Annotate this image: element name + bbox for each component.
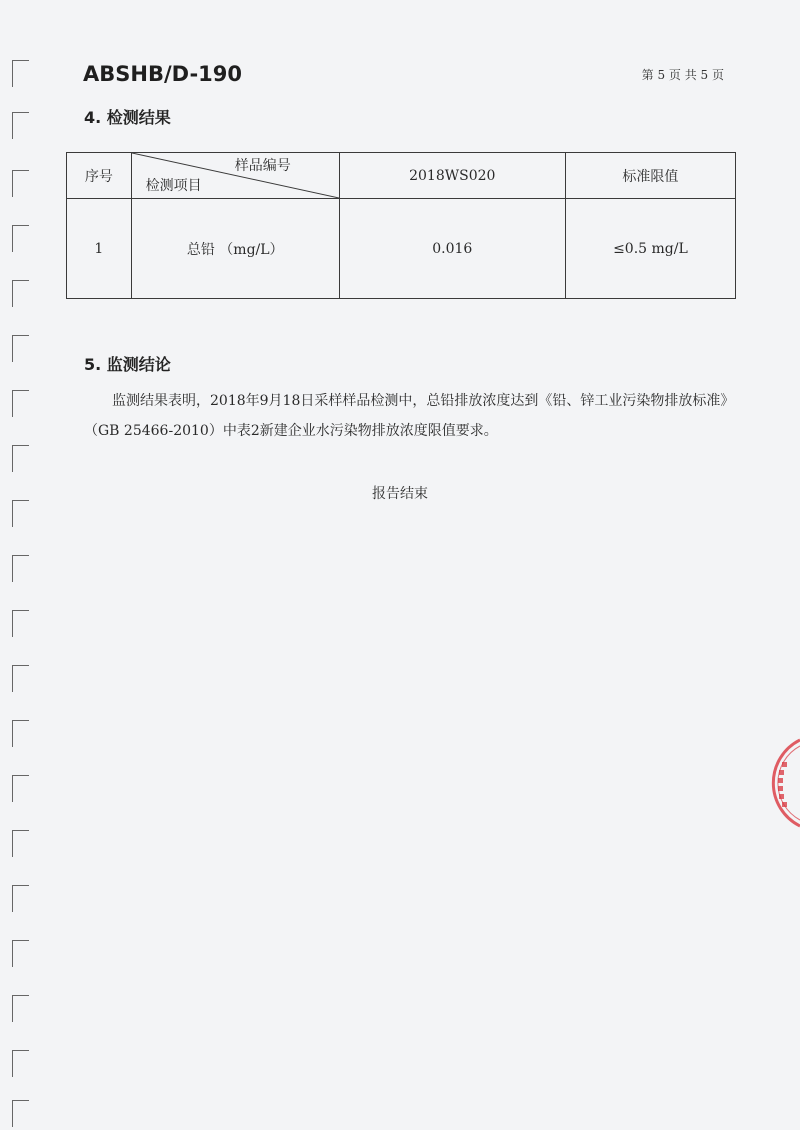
binding-mark [12,500,29,527]
binding-mark [12,830,29,857]
document-code: ABSHB/D-190 [83,62,243,86]
binding-mark [12,445,29,472]
section-4-title: 4. 检测结果 [84,108,171,127]
header-diagonal-cell [131,153,339,199]
binding-mark [12,335,29,362]
header-sample-id: 2018WS020 [339,153,565,199]
binding-mark [12,995,29,1022]
cell-result-value: 0.016 [339,199,565,299]
binding-mark [12,665,29,692]
page-number: 第 5 页 共 5 页 [641,68,724,82]
binding-mark [12,940,29,967]
official-seal-stamp [770,738,800,828]
binding-mark [12,225,29,252]
section-5-title: 5. 监测结论 [84,355,171,374]
binding-mark [12,1050,29,1077]
binding-mark [12,610,29,637]
header-test-item: 检测项目 [145,178,202,194]
report-end-note: 报告结束 [372,486,428,502]
binding-mark [12,1100,29,1127]
binding-margin [12,0,34,1130]
cell-sequence-no: 1 [67,199,132,299]
binding-mark [12,112,29,139]
table-row [67,199,736,299]
conclusion-paragraph: 监测结果表明，2018年9月18日采样样品检测中，总铅排放浓度达到《铅、锌工业污染物排放标准》（GB 25466-2010）中表2新建企业水污染物排放浓度限值要求。 [84,393,735,439]
binding-mark [12,280,29,307]
header-sequence-no: 序号 [67,153,132,199]
binding-mark [12,170,29,197]
header-standard-limit: 标准限值 [565,153,735,199]
results-table [66,152,736,299]
cell-limit-value: ≤0.5 mg/L [565,199,735,299]
cell-test-item: 总铅 （mg/L） [131,199,339,299]
binding-mark [12,60,29,87]
binding-mark [12,390,29,417]
binding-mark [12,885,29,912]
binding-mark [12,775,29,802]
binding-mark [12,720,29,747]
binding-mark [12,555,29,582]
table-header-row [67,153,736,199]
header-sample-no: 样品编号 [234,158,291,174]
